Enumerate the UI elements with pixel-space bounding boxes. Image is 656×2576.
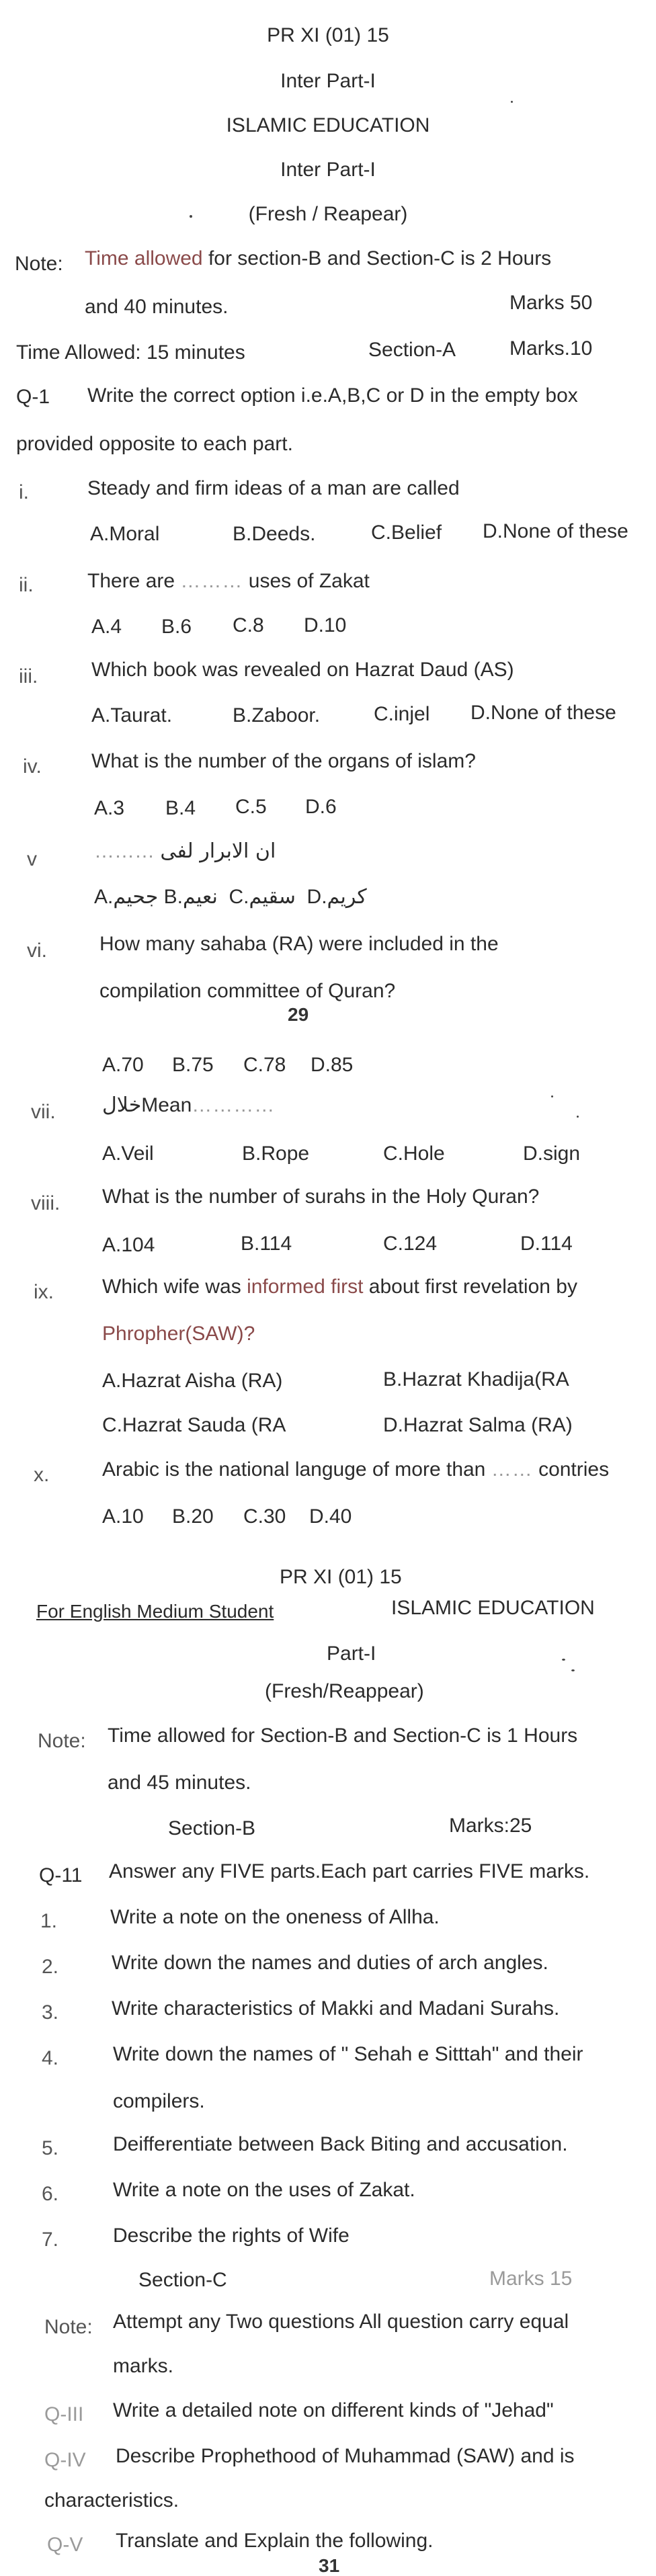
q11-item-3: Write characteristics of Makki and Madani Surahs. — [112, 1997, 560, 2020]
mcq-vi-option-d: D.85 — [311, 1054, 354, 1076]
section-c-note-label: Note: — [44, 2316, 93, 2338]
scan-speck — [511, 101, 513, 103]
mcq-vii-blank: ………… — [192, 1094, 276, 1116]
mcq-iii-option-d: D.None of these — [470, 702, 616, 724]
mcq-ix-question-highlight: informed first — [247, 1276, 364, 1298]
q3-number: Q-III — [44, 2403, 84, 2425]
mcq-iii-number: iii. — [19, 665, 38, 688]
q11-item-5-number: 5. — [42, 2137, 59, 2159]
subject-title: ISLAMIC EDUCATION — [226, 114, 430, 136]
q3-text: Write a detailed note on different kinds of "Jehad" — [113, 2399, 554, 2421]
mcq-viii-option-d: D.114 — [520, 1233, 573, 1255]
mcq-vi-option-c: C.78 — [243, 1054, 286, 1076]
section-c-note-line-1: Attempt any Two questions All question carry equal — [113, 2311, 569, 2333]
section-b-marks: Marks:25 — [449, 1815, 532, 1837]
mcq-x-question-part1: Arabic is the national languge of more than — [102, 1458, 486, 1481]
mcq-vii-mean: Mean — [141, 1094, 192, 1116]
mcq-vii-question — [102, 1095, 275, 1116]
mcq-ix-question-pre: Which wife was — [102, 1276, 247, 1298]
mcq-v-option-d-letter: D. — [306, 886, 327, 908]
mcq-ix-option-b: B.Hazrat Khadija(RA — [383, 1368, 569, 1390]
mcq-vii-option-d: D.sign — [523, 1142, 581, 1165]
fresh-reappear: (Fresh / Reapear) — [248, 203, 408, 225]
mcq-ii-question — [87, 571, 370, 591]
section-c-marks: Marks 15 — [489, 2268, 573, 2290]
q11-item-5: Deifferentiate between Back Biting and accusation. — [113, 2133, 568, 2155]
q4-number: Q-IV — [44, 2449, 86, 2471]
mcq-v-option-b-letter: B. — [163, 886, 183, 908]
mcq-vi-option-a: A.70 — [102, 1054, 144, 1076]
mcq-x-question-part2: contries — [538, 1458, 610, 1481]
mcq-iv-option-d: D.6 — [305, 796, 337, 818]
scan-speck — [551, 1095, 553, 1097]
mcq-x-option-d: D.40 — [309, 1505, 352, 1528]
mcq-x-option-c: C.30 — [243, 1505, 286, 1528]
q1-number: Q-1 — [16, 386, 50, 408]
section-a-title: Section-A — [368, 339, 456, 361]
mcq-i-question: Steady and firm ideas of a man are called — [87, 477, 460, 499]
q11-item-7-number: 7. — [42, 2229, 59, 2251]
mcq-x-blank: …… — [491, 1458, 533, 1481]
scan-speck — [562, 1659, 565, 1661]
mcq-v-number: v — [27, 848, 37, 870]
q4-text-cont: characteristics. — [44, 2489, 179, 2511]
scan-speck — [571, 1669, 575, 1671]
mcq-viii-option-c: C.124 — [383, 1233, 438, 1255]
q11-number: Q-11 — [39, 1864, 83, 1886]
mcq-iv-option-a: A.3 — [94, 797, 125, 819]
q4-text: Describe Prophethood of Muhammad (SAW) and is — [116, 2445, 575, 2467]
mcq-vii-option-b: B.Rope — [242, 1142, 310, 1165]
paper-code: PR XI (01) 15 — [267, 24, 389, 46]
section-c-title: Section-C — [138, 2269, 227, 2291]
mcq-v-arabic-verse: ان الابرار لفی — [160, 839, 276, 863]
part2-part: Part-I — [327, 1643, 376, 1665]
mcq-vi-question-1: How many sahaba (RA) were included in the — [99, 933, 499, 955]
mcq-viii-question: What is the number of surahs in the Holy Quran? — [102, 1186, 540, 1208]
mcq-ii-option-a: A.4 — [91, 616, 122, 638]
part2-paper-code: PR XI (01) 15 — [280, 1566, 402, 1588]
inter-part-2: Inter Part-I — [280, 159, 376, 181]
mcq-vii-arabic-word: خلال — [102, 1093, 142, 1117]
q11-instruction: Answer any FIVE parts.Each part carries FIVE marks. — [109, 1860, 590, 1882]
mcq-v-option-c: سقیم — [249, 885, 296, 909]
q11-item-6: Write a note on the uses of Zakat. — [113, 2179, 415, 2201]
mcq-viii-number: viii. — [31, 1192, 60, 1214]
mcq-ii-number: ii. — [19, 574, 34, 596]
mcq-vii-option-a: A.Veil — [102, 1142, 154, 1165]
inter-part: Inter Part-I — [280, 70, 376, 92]
q11-item-7: Describe the rights of Wife — [113, 2225, 350, 2247]
time-allowed-text: Time allowed — [85, 247, 203, 269]
mcq-v-question — [94, 841, 276, 862]
q11-item-1-number: 1. — [40, 1910, 58, 1932]
q11-item-4: Write down the names of " Sehah e Sitttah" and their — [113, 2043, 583, 2065]
scan-speck — [577, 1116, 579, 1118]
mcq-iv-option-b: B.4 — [165, 797, 196, 819]
scan-speck — [190, 215, 192, 218]
mcq-i-option-b: B.Deeds. — [233, 523, 316, 545]
mcq-ix-option-a: A.Hazrat Aisha (RA) — [102, 1370, 283, 1392]
mcq-ii-option-d: D.10 — [304, 614, 347, 636]
mcq-i-option-a: A.Moral — [90, 523, 160, 545]
mcq-ix-question-post: about first revelation by — [363, 1276, 577, 1298]
mcq-ix-question-2: Phropher(SAW)? — [102, 1323, 255, 1345]
mcq-iv-option-c: C.5 — [235, 796, 267, 818]
mcq-ix-option-c: C.Hazrat Sauda (RA — [102, 1414, 286, 1436]
section-b-title: Section-B — [168, 1817, 256, 1839]
q11-item-4-cont: compilers. — [113, 2090, 205, 2112]
mcq-iv-number: iv. — [23, 755, 42, 778]
mcq-vii-number: vii. — [31, 1101, 56, 1123]
note-line-1-rest: for section-B and Section-C is 2 Hours — [202, 247, 552, 269]
part2-subject: ISLAMIC EDUCATION — [391, 1597, 595, 1619]
note-label: Note: — [15, 253, 63, 275]
q1-instruction-2: provided opposite to each part. — [16, 433, 293, 455]
mcq-iv-question: What is the number of the organs of islam? — [91, 750, 476, 772]
mcq-x-number: x. — [34, 1464, 50, 1486]
mcq-viii-option-b: B.114 — [241, 1233, 292, 1255]
page-number-31: 31 — [319, 2555, 340, 2576]
english-medium-heading: For English Medium Student — [36, 1601, 274, 1622]
q5-number: Q-V — [47, 2534, 83, 2556]
mcq-vi-option-b: B.75 — [172, 1054, 214, 1076]
mcq-vi-number: vi. — [27, 940, 47, 962]
mcq-ix-question-1 — [102, 1277, 577, 1297]
mcq-ii-blank: ……… — [180, 570, 243, 592]
total-marks: Marks 50 — [509, 292, 593, 314]
section-c-note-line-2: marks. — [113, 2355, 173, 2377]
mcq-x-option-a: A.10 — [102, 1505, 144, 1528]
q11-item-4-number: 4. — [42, 2047, 59, 2069]
q11-item-6-number: 6. — [42, 2183, 59, 2205]
mcq-iii-option-c: C.injel — [374, 703, 430, 725]
q1-instruction-1: Write the correct option i.e.A,B,C or D in the empty box — [87, 384, 578, 407]
page-number-29: 29 — [288, 1004, 309, 1025]
q11-item-1: Write a note on the oneness of Allha. — [110, 1906, 440, 1928]
note-line-2: and 40 minutes. — [85, 296, 229, 318]
mcq-ii-option-c: C.8 — [233, 614, 264, 636]
q11-item-2: Write down the names and duties of arch angles. — [112, 1952, 548, 1974]
mcq-iii-question: Which book was revealed on Hazrat Daud (AS) — [91, 659, 514, 681]
part2-note-label: Note: — [38, 1730, 86, 1752]
mcq-x-question — [102, 1460, 609, 1480]
mcq-ii-option-b: B.6 — [161, 616, 192, 638]
mcq-iii-option-b: B.Zaboor. — [233, 704, 321, 726]
mcq-v-option-a-letter: A. — [94, 886, 114, 908]
part2-note-line-1: Time allowed for Section-B and Section-C is 1 Hours — [108, 1725, 578, 1747]
time-allowed-section-a: Time Allowed: 15 minutes — [16, 341, 245, 364]
part2-fresh: (Fresh/Reappear) — [265, 1680, 424, 1702]
mcq-v-option-c-letter: C. — [229, 886, 249, 908]
mcq-vii-option-c: C.Hole — [383, 1142, 445, 1165]
q11-item-3-number: 3. — [42, 2001, 59, 2024]
mcq-ix-option-d: D.Hazrat Salma (RA) — [383, 1414, 573, 1436]
mcq-iii-option-a: A.Taurat. — [91, 704, 173, 726]
mcq-x-option-b: B.20 — [172, 1505, 214, 1528]
mcq-ii-question-part2: uses of Zakat — [248, 570, 370, 592]
q11-item-2-number: 2. — [42, 1956, 59, 1978]
mcq-i-option-d: D.None of these — [483, 520, 628, 542]
part2-note-line-2: and 45 minutes. — [108, 1772, 251, 1794]
mcq-v-option-a: جحیم — [113, 885, 159, 909]
mcq-v-options — [94, 887, 367, 907]
section-a-marks: Marks.10 — [509, 337, 593, 360]
mcq-v-option-d: کریم — [327, 885, 367, 909]
mcq-i-number: i. — [19, 481, 29, 503]
mcq-v-blank: ……… — [94, 840, 155, 862]
note-line-1 — [85, 249, 551, 269]
q5-text: Translate and Explain the following. — [116, 2530, 434, 2552]
mcq-ix-number: ix. — [34, 1281, 54, 1303]
mcq-vi-question-2: compilation committee of Quran? — [99, 980, 396, 1002]
mcq-ii-question-part1: There are — [87, 570, 175, 592]
mcq-i-option-c: C.Belief — [371, 522, 442, 544]
mcq-v-option-b: نعیم — [183, 885, 218, 909]
mcq-viii-option-a: A.104 — [102, 1234, 155, 1256]
